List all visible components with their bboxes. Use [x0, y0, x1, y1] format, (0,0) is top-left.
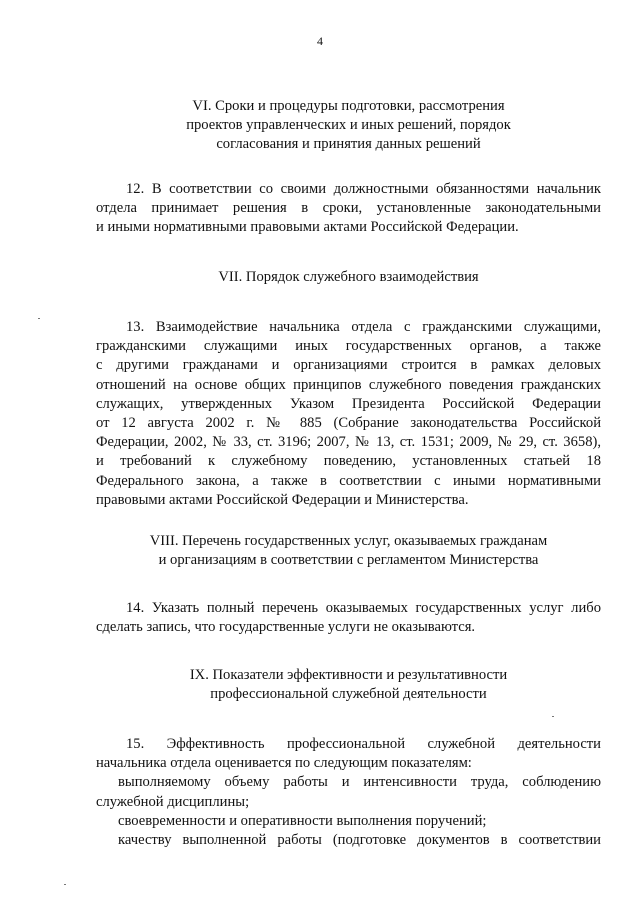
paragraph-line: от 12 августа 2002 г. № 885 (Собрание законодательства Российской [96, 415, 601, 432]
paragraph-line: с другими гражданами и организациями строится в рамках деловых [96, 357, 601, 374]
heading-line: IX. Показатели эффективности и результативности [189, 667, 508, 683]
heading-line: проектов управленческих и иных решений, порядок [186, 117, 511, 134]
heading-line: профессиональной служебной деятельности [210, 686, 487, 703]
paragraph-line: отдела принимает решения в сроки, установленные законодательными [96, 200, 601, 217]
heading-line: и организациям в соответствии с регламентом Министерства [158, 552, 539, 569]
paragraph-line: 15. Эффективность профессиональной служебной деятельности [126, 736, 601, 752]
list-item-line: качеству выполненной работы (подготовке документов в соответствии [118, 832, 601, 849]
section-8-heading [96, 532, 601, 570]
paragraph-12 [96, 180, 601, 238]
section-6-heading [96, 97, 601, 155]
heading-line: VI. Сроки и процедуры подготовки, рассмотрения [192, 98, 505, 114]
heading-line: VII. Порядок служебного взаимодействия [218, 269, 479, 285]
paragraph-line: и иными нормативными правовыми актами Российской Федерации. [96, 219, 519, 236]
paragraph-line: 13. Взаимодействие начальника отдела с гражданскими служащими, [126, 319, 601, 335]
heading-line: VIII. Перечень государственных услуг, оказываемых гражданам [149, 533, 548, 549]
paragraph-line: сделать запись, что государственные услуги не оказываются. [96, 619, 476, 636]
section-9-heading [96, 666, 601, 704]
paragraph-13 [96, 318, 601, 510]
paragraph-14 [96, 599, 601, 637]
paragraph-line: и требований к служебному поведению, установленных статьей 18 [96, 453, 601, 470]
paragraph-line: 14. Указать полный перечень оказываемых государственных услуг либо [126, 600, 601, 616]
section-7-heading [96, 268, 601, 287]
paragraph-line: Федерации, 2002, № 33, ст. 3196; 2007, № 13, ст. 1531; 2009, № 29, ст. 3658), [96, 434, 601, 451]
paragraph-line: служащих, утвержденных Указом Президента Российской Федерации [96, 395, 601, 412]
paragraph-line: правовыми актами Российской Федерации и Министерства. [96, 491, 469, 508]
scan-speck [64, 884, 66, 885]
paragraph-line: 12. В соответствии со своими должностными обязанностями начальник [126, 181, 601, 197]
paragraph-line: начальника отдела оценивается по следующим показателям: [96, 755, 472, 772]
heading-line: согласования и принятия данных решений [216, 136, 481, 153]
page-number: 4 [317, 34, 323, 48]
paragraph-line: Федерального закона, а также в соответствии с иными нормативными [96, 472, 601, 489]
list-item-line: своевременности и оперативности выполнения поручений; [118, 812, 487, 829]
paragraph-line: гражданскими служащими иных государственных органов, а также [96, 338, 601, 355]
scan-speck [552, 716, 554, 717]
scan-speck [38, 318, 40, 319]
list-item-line: выполняемому объему работы и интенсивности труда, соблюдению [118, 774, 601, 791]
list-item-line: служебной дисциплины; [96, 793, 250, 810]
paragraph-line: отношений на основе общих принципов служебного поведения гражданских [96, 376, 601, 393]
paragraph-15 [96, 735, 601, 850]
